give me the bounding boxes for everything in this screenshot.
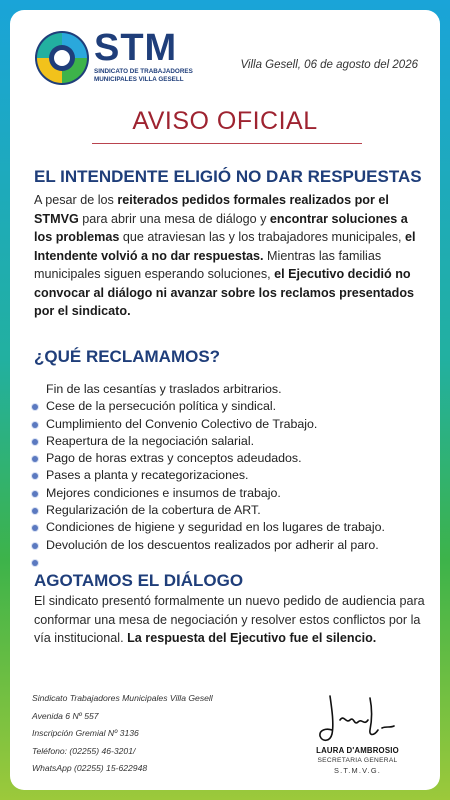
section3-heading: AGOTAMOS EL DIÁLOGO <box>34 571 244 590</box>
signature-role: SECRETARIA GENERAL <box>317 757 398 764</box>
list-item-text: Mejores condiciones e insumos de trabajo. <box>46 485 281 500</box>
logo-subtitle-1: SINDICATO DE TRABAJADORES <box>94 68 193 75</box>
bullet-icon <box>32 491 38 497</box>
list-item-empty <box>32 554 432 571</box>
section2-heading: ¿QUÉ RECLAMAMOS? <box>34 347 221 366</box>
list-item <box>32 433 432 450</box>
header <box>10 10 440 110</box>
list-item <box>32 537 432 554</box>
signature-org: S.T.M.V.G. <box>333 766 382 775</box>
list-item <box>32 398 432 415</box>
signature-block <box>300 690 415 785</box>
title-underline <box>92 143 362 144</box>
footer-line: WhatsApp (02255) 15-622948 <box>32 763 148 773</box>
bullet-icon <box>32 525 38 531</box>
s3-text-1: El sindicato presentó formalmente un nuevo pedido de audiencia para conformar una mesa de negociación y resolver estos conflictos por la vía institucional. <box>34 594 425 645</box>
s1-bold-1: reiterados pedidos formales realizados por el STMVG <box>34 193 389 226</box>
footer-line: Inscripción Gremial Nº 3136 <box>32 728 139 738</box>
s1-text-3: que atraviesan las y los trabajadores municipales, <box>119 230 406 244</box>
stm-logo-icon <box>34 30 90 86</box>
list-item-text: Cese de la persecución política y sindical. <box>46 399 277 414</box>
logo-subtitle-2: MUNICIPALES VILLA GESELL <box>94 76 184 83</box>
bullet-icon <box>32 422 38 428</box>
footer-line: Teléfono: (02255) 46-3201/ <box>32 745 136 756</box>
list-item-text: Regularización de la cobertura de ART. <box>46 503 261 518</box>
list-item <box>32 450 432 467</box>
bullet-icon <box>32 473 38 479</box>
list-item-text: Devolución de los descuentos realizados por adherir al paro. <box>46 537 379 552</box>
claims-list <box>32 381 432 571</box>
s3-bold-1: La respuesta del Ejecutivo fue el silencio. <box>127 631 377 645</box>
bullet-icon <box>32 508 38 514</box>
section1-heading: EL INTENDENTE ELIGIÓ NO DAR RESPUESTAS <box>34 167 422 186</box>
date-line: Villa Gesell, 06 de agosto del 2026 <box>240 59 418 71</box>
list-item <box>32 519 432 536</box>
list-item-text: Pago de horas extras y conceptos adeudados. <box>46 451 302 466</box>
signature-name: LAURA D'AMBROSIO <box>316 746 399 755</box>
list-item <box>32 485 432 502</box>
s1-text-2: para abrir una mesa de diálogo y <box>78 211 270 226</box>
bullet-icon <box>32 543 38 549</box>
list-item-text: Fin de las cesantías y traslados arbitrarios. <box>46 382 282 396</box>
list-item <box>32 467 432 484</box>
footer-line: Avenida 6 Nº 557 <box>32 710 99 721</box>
signature-icon <box>310 690 405 748</box>
bullet-icon <box>32 456 38 462</box>
notice-card <box>10 10 440 790</box>
s1-bold-2: encontrar soluciones a los problemas <box>34 211 408 244</box>
list-item-text: Cumplimiento del Convenio Colectivo de Trabajo. <box>46 416 318 431</box>
footer-line: Sindicato Trabajadores Municipales Villa Gesell <box>32 693 213 703</box>
section1-paragraph <box>34 191 426 321</box>
list-item-text: Reapertura de la negociación salarial. <box>46 433 255 448</box>
bullet-icon <box>32 404 38 410</box>
page-title: AVISO OFICIAL <box>132 107 318 135</box>
s1-bold-3: el Intendente volvió a no dar respuestas. <box>34 230 416 263</box>
list-item <box>32 502 432 519</box>
list-item-text: Condiciones de higiene y seguridad en los lugares de trabajo. <box>46 520 385 535</box>
list-item-text: Pases a planta y recategorizaciones. <box>46 468 249 483</box>
logo-stm-text: STM <box>94 27 178 69</box>
bullet-icon <box>32 439 38 445</box>
list-item <box>32 381 432 398</box>
footer-contact <box>32 690 213 778</box>
s1-text-1: A pesar de los <box>34 193 118 207</box>
section3-paragraph <box>34 592 426 648</box>
s1-bold-4: el Ejecutivo decidió no convocar al diálogo ni avanzar sobre los reclamos presentados por el sindicato. <box>34 267 415 318</box>
s1-text-4: Mientras las familias municipales siguen esperando soluciones, <box>34 248 382 281</box>
bullet-icon <box>32 560 38 566</box>
stm-logo <box>34 27 193 90</box>
list-item <box>32 416 432 433</box>
